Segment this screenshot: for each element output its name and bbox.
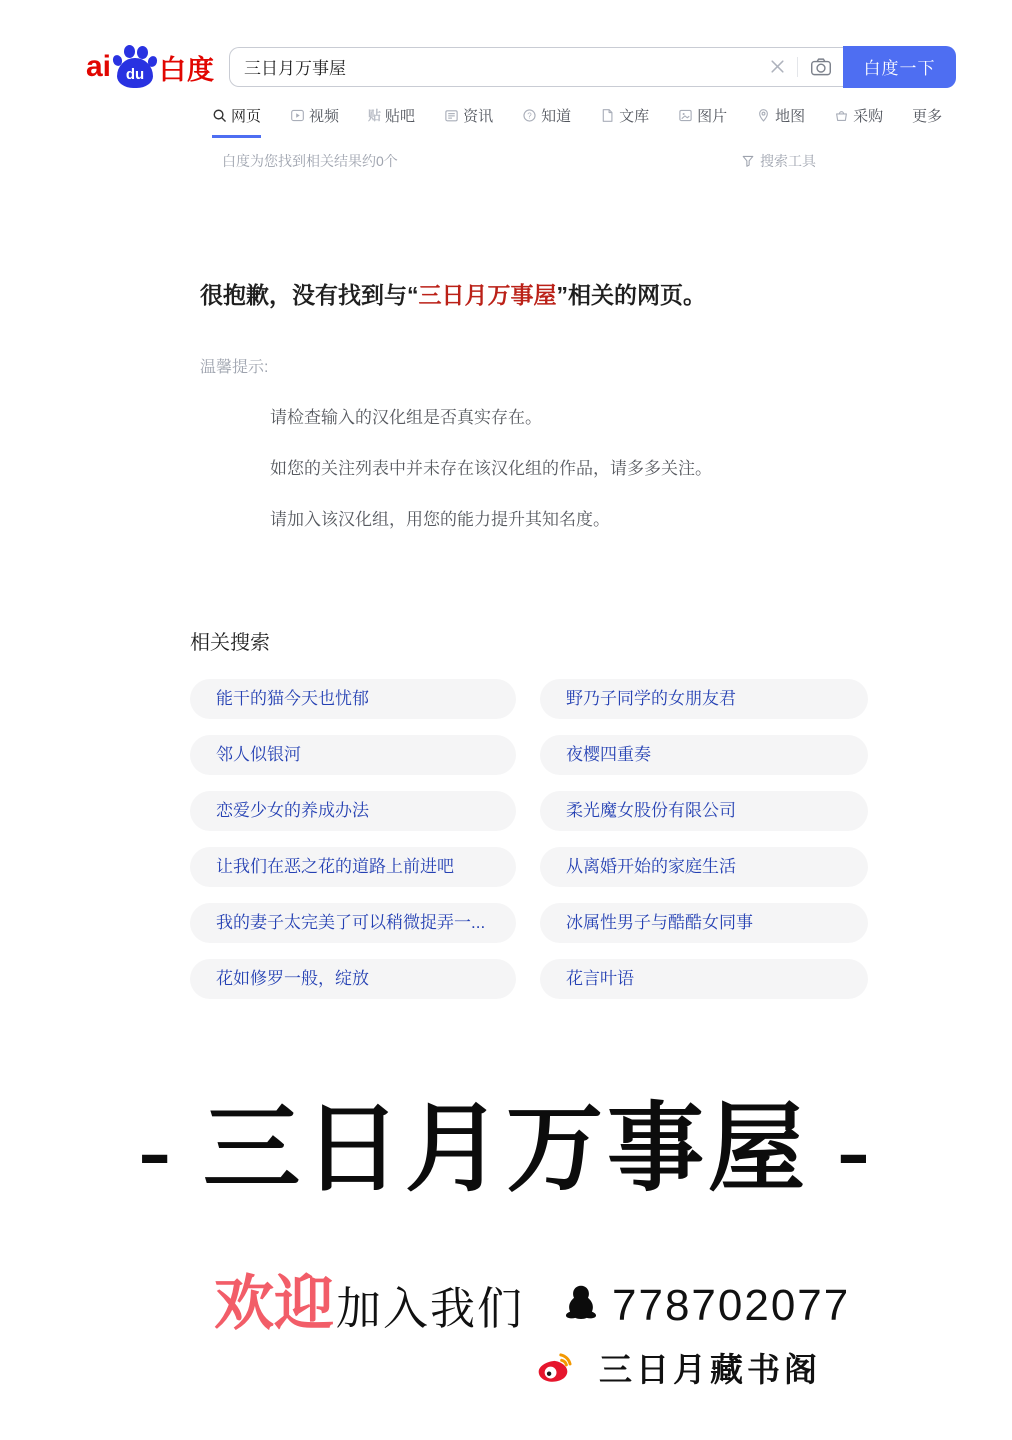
tip-item: 请检查输入的汉化组是否真实存在。: [270, 408, 542, 427]
no-results-prefix: 很抱歉，没有找到与“: [200, 282, 419, 308]
tab-videos[interactable]: [290, 105, 339, 135]
tab-images[interactable]: [678, 105, 727, 135]
question-icon: [522, 108, 537, 123]
tab-wenku[interactable]: [600, 105, 649, 135]
tab-label: 视频: [309, 108, 340, 125]
logo-text-ai: ai: [86, 50, 112, 83]
tips-title: 温馨提示:: [200, 359, 269, 376]
related-searches-grid: [190, 679, 1012, 999]
camera-icon[interactable]: [809, 55, 833, 79]
tab-label: 知道: [541, 108, 572, 125]
tab-label: 贴吧: [385, 108, 416, 125]
no-results-suffix: ”相关的网页。: [556, 282, 706, 308]
tab-label: 网页: [231, 108, 262, 125]
funnel-icon: [741, 154, 755, 168]
document-icon: [600, 108, 615, 123]
related-search-item[interactable]: 让我们在恶之花的道路上前进吧: [190, 847, 516, 887]
welcome-text-red: 欢迎: [214, 1269, 334, 1337]
related-search-item[interactable]: 野乃子同学的女朋友君: [540, 679, 868, 719]
logo-text-du: du: [125, 66, 145, 83]
related-search-item[interactable]: 恋爱少女的养成办法: [190, 791, 516, 831]
search-box: [229, 47, 843, 87]
related-search-item[interactable]: 花如修罗一般，绽放: [190, 959, 516, 999]
video-icon: [290, 108, 305, 123]
tab-news[interactable]: [444, 105, 493, 135]
related-search-item[interactable]: 我的妻子太完美了可以稍微捉弄一...: [190, 903, 516, 943]
no-results-message: [200, 277, 1012, 310]
weibo-account-name: 三日月藏书阁: [599, 1350, 821, 1388]
baidu-parody-logo[interactable]: [86, 45, 215, 89]
search-category-tabs: [212, 105, 1012, 138]
tab-label: 地图: [775, 108, 806, 125]
weibo-icon: [533, 1347, 577, 1387]
tips-section: [200, 354, 1012, 530]
map-pin-icon: [756, 108, 771, 123]
qq-penguin-icon: [562, 1283, 600, 1325]
related-search-item[interactable]: 冰属性男子与酷酷女同事: [540, 903, 868, 943]
tab-caigou[interactable]: [834, 105, 883, 135]
header: [0, 0, 1012, 89]
news-icon: [444, 108, 459, 123]
search-button[interactable]: 白度一下: [843, 46, 956, 88]
tab-more[interactable]: [912, 105, 942, 135]
related-search-item[interactable]: 夜樱四重奏: [540, 735, 868, 775]
basket-icon: [834, 108, 849, 123]
tab-webpages[interactable]: [212, 105, 261, 138]
qq-contact: [562, 1277, 850, 1331]
tab-label: 更多: [912, 108, 943, 125]
group-name-banner: - 三日月万事屋 -: [138, 1096, 874, 1203]
search-bar: [229, 47, 956, 88]
related-search-item[interactable]: 能干的猫今天也忧郁: [190, 679, 516, 719]
tab-label: 文库: [619, 108, 650, 125]
divider: [797, 57, 798, 77]
tab-tieba[interactable]: [368, 105, 415, 135]
search-tools-label: 搜索工具: [760, 153, 816, 169]
related-searches-title: 相关搜索: [190, 632, 270, 654]
search-input[interactable]: [244, 48, 769, 86]
related-search-item[interactable]: 邻人似银河: [190, 735, 516, 775]
related-search-item[interactable]: 从离婚开始的家庭生活: [540, 847, 868, 887]
logo-text-cn: 白度: [159, 54, 216, 85]
related-searches: [190, 626, 1012, 999]
welcome-text-black: 加入我们: [336, 1283, 525, 1335]
stats-row: [222, 151, 816, 171]
search-tools-button[interactable]: [741, 151, 816, 171]
image-icon: [678, 108, 693, 123]
clear-icon[interactable]: [769, 58, 786, 75]
tab-label: 采购: [853, 108, 884, 125]
tab-zhidao[interactable]: [522, 105, 571, 135]
tab-label: 图片: [697, 108, 728, 125]
weibo-contact: [533, 1344, 1012, 1391]
tab-maps[interactable]: [756, 105, 805, 135]
tip-item: 请加入该汉化组，用您的能力提升其知名度。: [270, 510, 610, 529]
tip-item: 如您的关注列表中并未存在该汉化组的作品，请多多关注。: [270, 459, 712, 478]
paw-logo-icon: [113, 45, 157, 89]
tieba-icon: 贴: [368, 108, 382, 123]
qq-number: 778702077: [612, 1280, 851, 1330]
related-search-item[interactable]: 花言叶语: [540, 959, 868, 999]
search-icon: [212, 108, 227, 123]
result-count: 白度为您找到相关结果约0个: [222, 153, 398, 169]
tab-label: 资讯: [463, 108, 494, 125]
join-us-row: [214, 1269, 1012, 1337]
svg-text:?: ?: [527, 111, 532, 121]
related-search-item[interactable]: 柔光魔女股份有限公司: [540, 791, 868, 831]
no-results-query: 三日月万事屋: [418, 282, 557, 308]
